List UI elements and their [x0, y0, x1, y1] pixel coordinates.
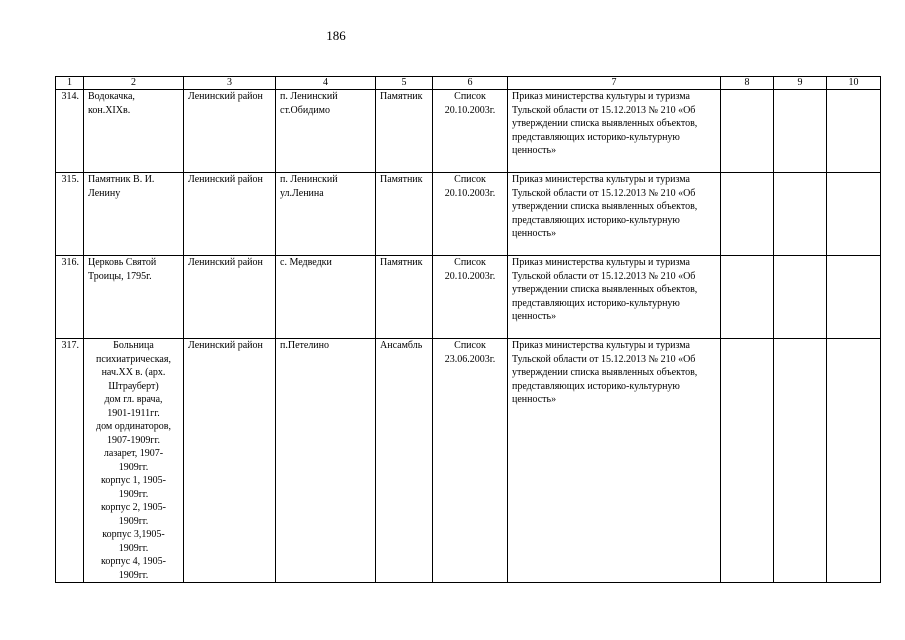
category: Памятник: [376, 90, 433, 173]
object-name: Больница психиатрическая, нач.XX в. (арх. Штрауберт) дом гл. врача, 1901-1911гг. дом ординаторов, 1907-1909гг. лазарет, 1907- 1909гг. корпус 1, 1905- 1909гг. корпус 2, 1905- 1909гг. корпус 3,1905- 1909гг. корпус 4, 1905- 1909гг.: [84, 339, 184, 583]
district: Ленинский район: [184, 90, 276, 173]
list-reference: Список 23.06.2003г.: [433, 339, 508, 583]
table-row: [56, 256, 881, 339]
column-10-cell: [827, 90, 881, 173]
column-header: 7: [508, 77, 721, 90]
table-row: [56, 90, 881, 173]
header-row: [56, 77, 881, 90]
object-name: Памятник В. И. Ленину: [84, 173, 184, 256]
table-row: [56, 339, 881, 583]
column-header: 10: [827, 77, 881, 90]
row-number: 316.: [56, 256, 84, 339]
page-number: 186: [326, 28, 346, 43]
column-9-cell: [774, 90, 827, 173]
order-reference: Приказ министерства культуры и туризма Тульской области от 15.12.2013 № 210 «Об утверждении списка выявленных объектов, представляющих историко-культурную ценность»: [508, 256, 721, 339]
district: Ленинский район: [184, 173, 276, 256]
column-header: 2: [84, 77, 184, 90]
row-number: 315.: [56, 173, 84, 256]
column-header: 3: [184, 77, 276, 90]
location: п. Ленинский ул.Ленина: [276, 173, 376, 256]
location: с. Медведки: [276, 256, 376, 339]
column-header: 4: [276, 77, 376, 90]
column-8-cell: [721, 90, 774, 173]
order-reference: Приказ министерства культуры и туризма Тульской области от 15.12.2013 № 210 «Об утверждении списка выявленных объектов, представляющих историко-культурную ценность»: [508, 90, 721, 173]
column-10-cell: [827, 173, 881, 256]
column-9-cell: [774, 173, 827, 256]
table-row: [56, 173, 881, 256]
column-8-cell: [721, 173, 774, 256]
list-reference: Список 20.10.2003г.: [433, 256, 508, 339]
list-reference: Список 20.10.2003г.: [433, 90, 508, 173]
category: Памятник: [376, 173, 433, 256]
column-8-cell: [721, 339, 774, 583]
column-header: 8: [721, 77, 774, 90]
list-reference: Список 20.10.2003г.: [433, 173, 508, 256]
category: Ансамбль: [376, 339, 433, 583]
category: Памятник: [376, 256, 433, 339]
column-header: 5: [376, 77, 433, 90]
location: п.Петелино: [276, 339, 376, 583]
row-number: 314.: [56, 90, 84, 173]
row-number: 317.: [56, 339, 84, 583]
object-name: Церковь Святой Троицы, 1795г.: [84, 256, 184, 339]
column-header: 9: [774, 77, 827, 90]
district: Ленинский район: [184, 339, 276, 583]
column-10-cell: [827, 256, 881, 339]
column-10-cell: [827, 339, 881, 583]
column-8-cell: [721, 256, 774, 339]
heritage-objects-table: [55, 76, 881, 583]
district: Ленинский район: [184, 256, 276, 339]
column-header: 6: [433, 77, 508, 90]
order-reference: Приказ министерства культуры и туризма Тульской области от 15.12.2013 № 210 «Об утверждении списка выявленных объектов, представляющих историко-культурную ценность»: [508, 339, 721, 583]
column-9-cell: [774, 256, 827, 339]
location: п. Ленинский ст.Обидимо: [276, 90, 376, 173]
column-header: 1: [56, 77, 84, 90]
column-9-cell: [774, 339, 827, 583]
object-name: Водокачка, кон.XIXв.: [84, 90, 184, 173]
order-reference: Приказ министерства культуры и туризма Тульской области от 15.12.2013 № 210 «Об утверждении списка выявленных объектов, представляющих историко-культурную ценность»: [508, 173, 721, 256]
